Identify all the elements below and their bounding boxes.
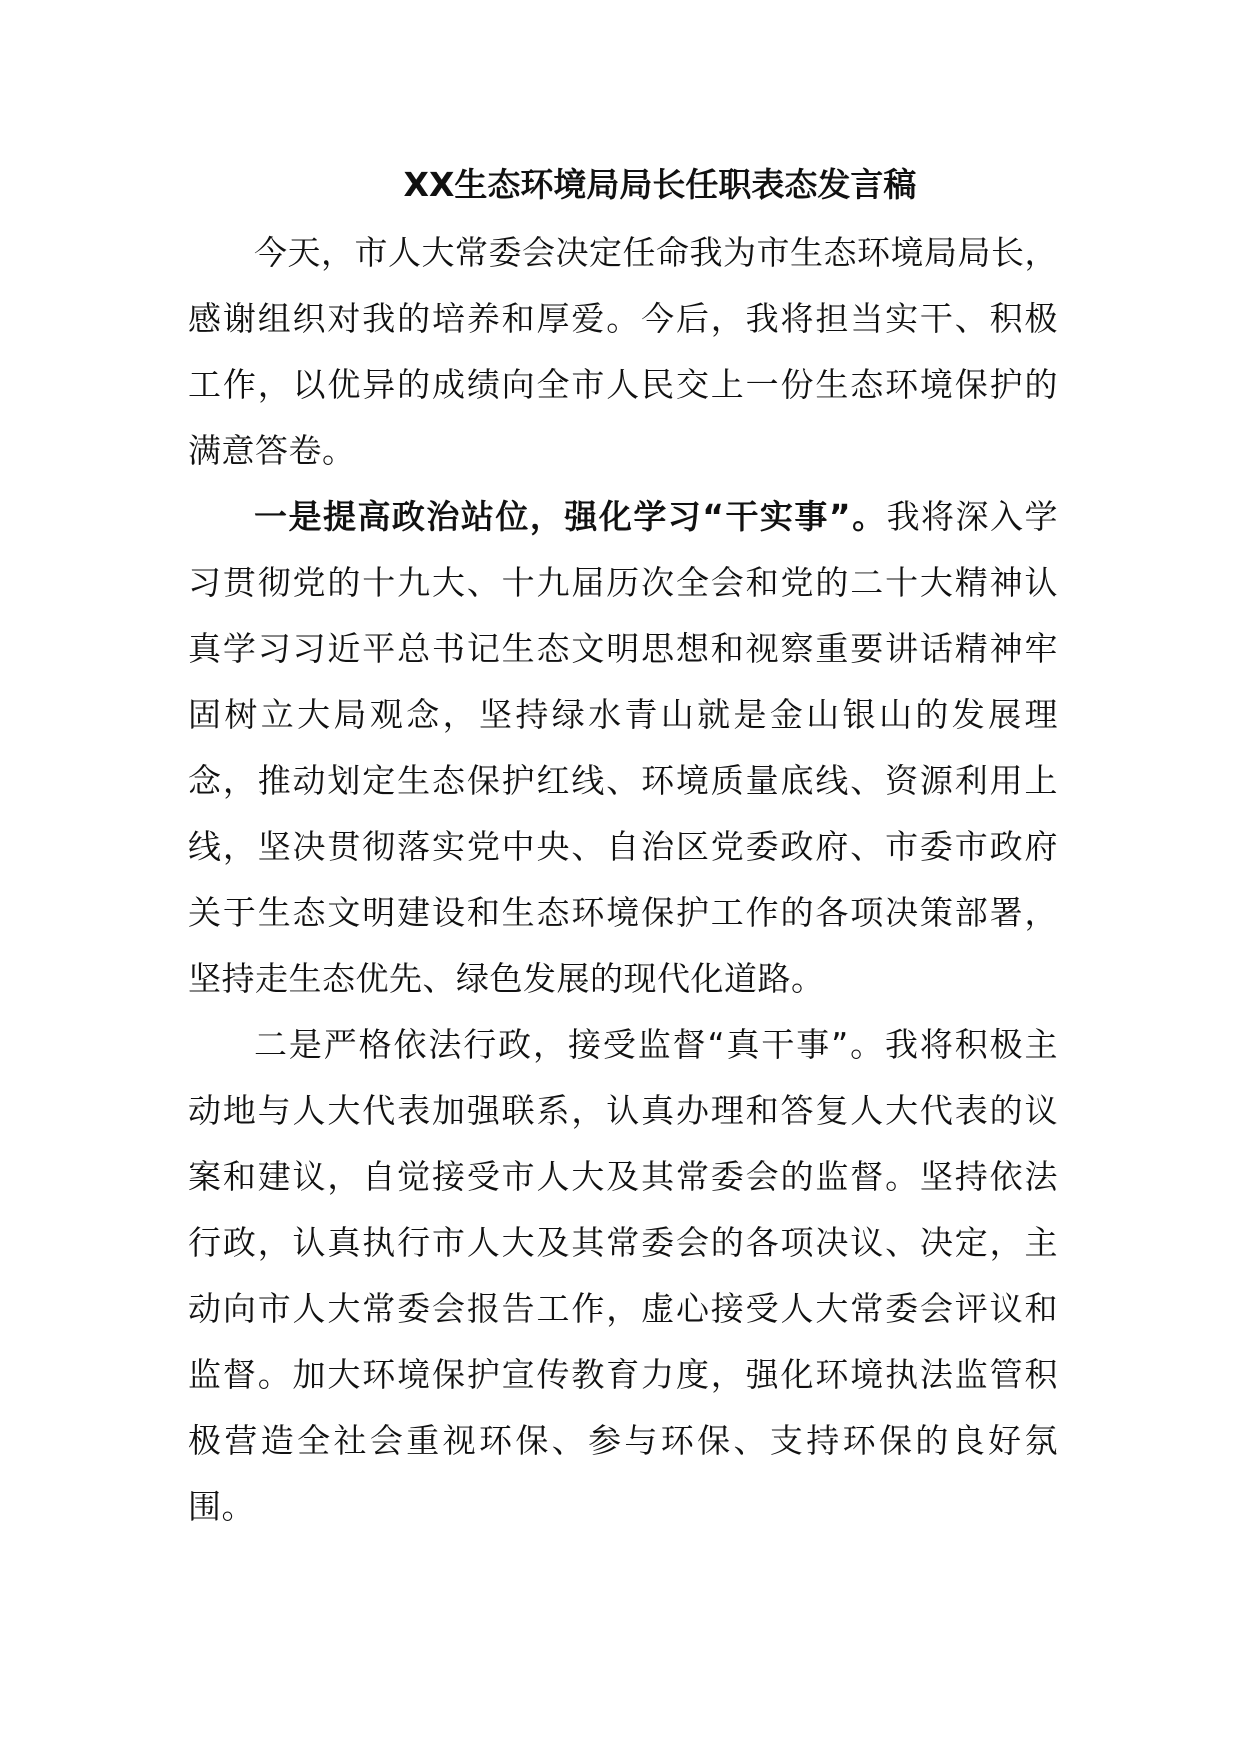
paragraph-intro-text: 今天，市人大常委会决定任命我为市生态环境局局长，感谢组织对我的培养和厚爱。今后，我将担当实干、积极工作，以优异的成绩向全市人民交上一份生态环境保护的满意答卷。: [188, 233, 1058, 470]
paragraph-point-two-text: 二是严格依法行政，接受监督“真干事”。我将积极主动地与人大代表加强联系，认真办理和答复人大代表的议案和建议，自觉接受市人大及其常委会的监督。坚持依法行政，认真执行市人大及其常委会的各项决议、决定，主动向市人大常委会报告工作，虚心接受人大常委会评议和监督。加大环境保护宣传教育力度，强化环境执法监管积极营造全社会重视环保、参与环保、支持环保的良好氛围。: [188, 1025, 1058, 1526]
document-title: XX生态环境局局长任职表态发言稿: [403, 165, 917, 204]
paragraph-point-one-text: 我将深入学习贯彻党的十九大、十九届历次全会和党的二十大精神认真学习习近平总书记生态文明思想和视察重要讲话精神牢固树立大局观念，坚持绿水青山就是金山银山的发展理念，推动划定生态保护红线、环境质量底线、资源利用上线，坚决贯彻落实党中央、自治区党委政府、市委市政府关于生态文明建设和生态环境保护工作的各项决策部署，坚持走生态优先、绿色发展的现代化道路。: [188, 497, 1058, 998]
document-body: [188, 220, 1058, 1540]
paragraph-intro: [188, 220, 1058, 484]
paragraph-point-two: [188, 1012, 1058, 1540]
paragraph-point-one: [188, 484, 1058, 1012]
paragraph-point-one-heading: 一是提高政治站位，强化学习“干实事”。: [254, 497, 887, 536]
